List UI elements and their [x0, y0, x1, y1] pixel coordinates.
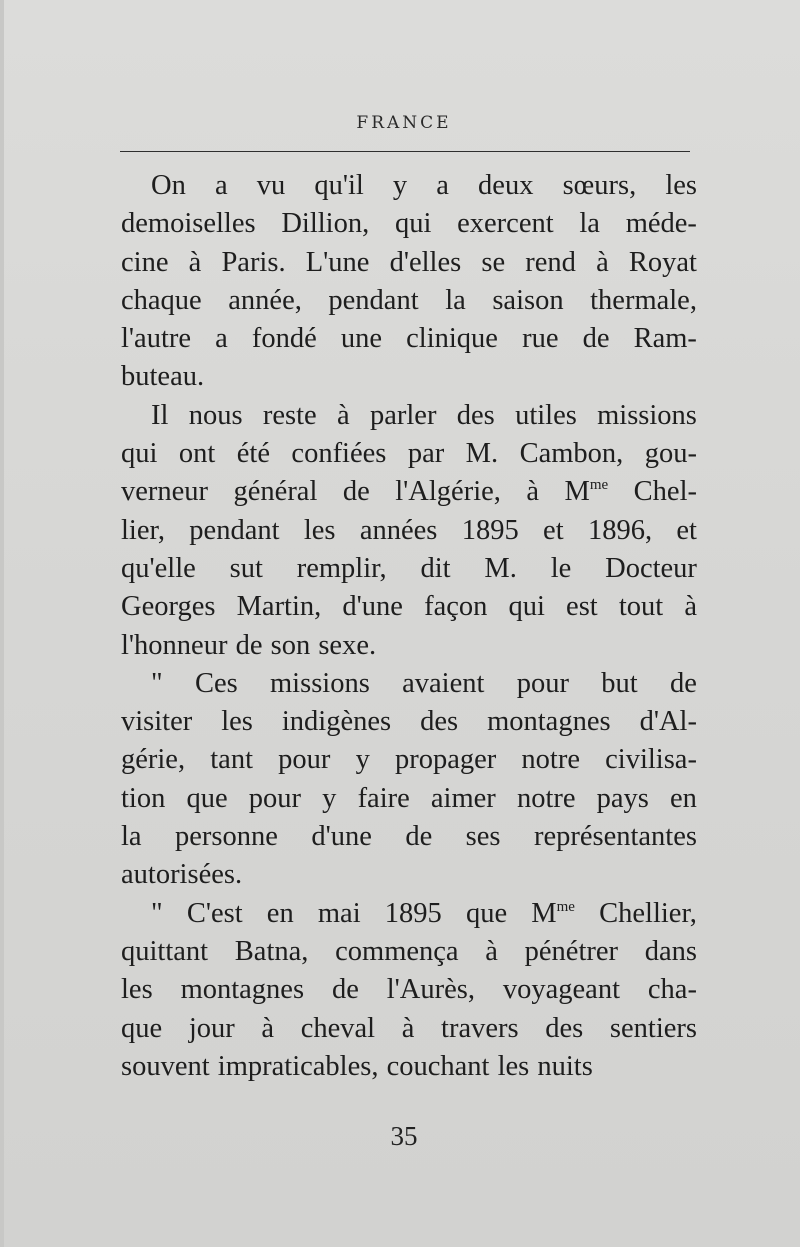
- text-line: cine à Paris. L'une d'elles se rend à Royat: [121, 246, 697, 278]
- text-line: chaque année, pendant la saison thermale,: [121, 284, 697, 316]
- text-line: les montagnes de l'Aurès, voyageant cha-: [121, 974, 697, 1006]
- page-number: 35: [390, 1121, 418, 1151]
- text-line: quittant Batna, commença à pénétrer dans: [121, 935, 697, 967]
- text-line: visiter les indigènes des montagnes d'Al-: [121, 706, 697, 738]
- text-line: On a vu qu'il y a deux sœurs, les: [151, 170, 697, 201]
- text-line: souvent impraticables, couchant les nuits: [121, 1050, 593, 1082]
- text-line: Il nous reste à parler des utiles missions: [151, 399, 697, 431]
- text-line: l'autre a fondé une clinique rue de Ram-: [121, 323, 697, 355]
- text-line: Georges Martin, d'une façon qui est tout à: [121, 591, 697, 623]
- paragraph: [121, 397, 697, 665]
- paragraph: [121, 895, 697, 1086]
- text-line: verneur général de l'Algérie, à $M^{me}$ Chel-: [121, 476, 697, 508]
- paragraph: [121, 665, 697, 895]
- running-head: FRANCE: [356, 113, 452, 133]
- header-rule: [120, 151, 690, 152]
- text-line: tion que pour y faire aimer notre pays en: [121, 782, 697, 814]
- text-line: autorisées.: [121, 859, 243, 891]
- text-line: demoiselles Dillion, qui exercent la méde-: [121, 208, 697, 240]
- text-line: " C'est en mai 1895 que $M^{me}$ Chellier,: [151, 897, 697, 929]
- text-line: lier, pendant les années 1895 et 1896, et: [121, 514, 697, 546]
- text-line: qu'elle sut remplir, dit M. le Docteur: [121, 552, 697, 584]
- text-line: gérie, tant pour y propager notre civilisa-: [121, 744, 697, 776]
- text-line: qui ont été confiées par M. Cambon, gou-: [121, 438, 697, 470]
- text-line: que jour à cheval à travers des sentiers: [121, 1012, 697, 1044]
- text-line: la personne d'une de ses représentantes: [121, 821, 697, 853]
- text-line: " Ces missions avaient pour but de: [151, 667, 697, 699]
- text-line: buteau.: [121, 361, 205, 393]
- paragraph: [121, 167, 697, 397]
- text-line: l'honneur de son sexe.: [121, 629, 377, 661]
- body-text: [121, 167, 697, 1086]
